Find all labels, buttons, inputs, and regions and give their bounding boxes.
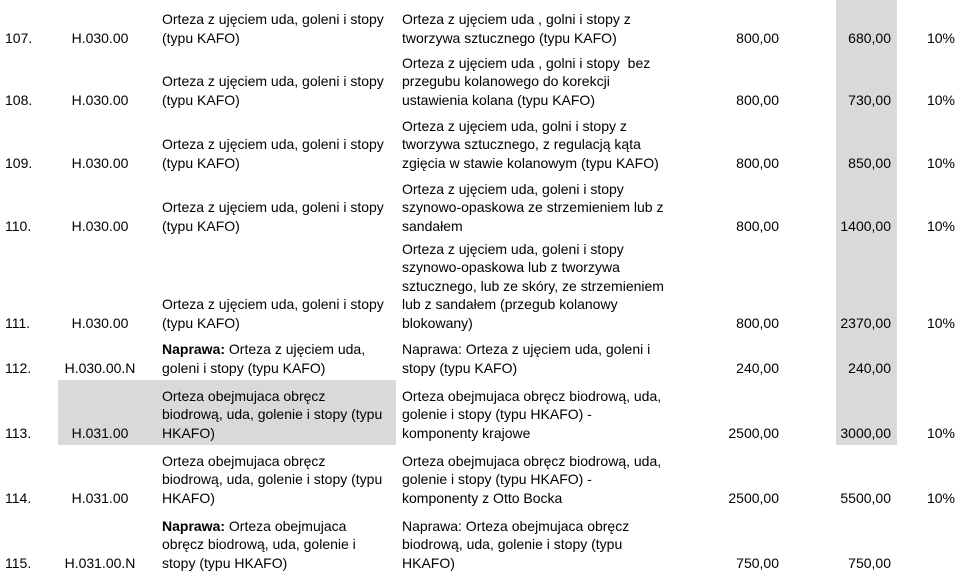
amount-b: 2370,00 bbox=[840, 314, 891, 331]
amount-a: 800,00 bbox=[736, 29, 779, 46]
product-code: H.030.00 bbox=[71, 217, 129, 234]
group-cell bbox=[142, 380, 396, 445]
table-row bbox=[0, 175, 960, 238]
description-line: komponenty z Otto Bocka bbox=[402, 489, 563, 506]
amount-b: 1400,00 bbox=[840, 217, 891, 234]
amount-a-cell bbox=[715, 50, 785, 112]
amount-b-cell bbox=[836, 0, 897, 50]
description-line: sandałem bbox=[402, 217, 463, 234]
group-cell bbox=[142, 510, 396, 575]
description-line: golenie i stopy (typu HKAFO) - bbox=[402, 471, 592, 487]
percent: 10% bbox=[926, 424, 955, 441]
amount-b: 730,00 bbox=[848, 91, 891, 108]
group-line: HKAFO) bbox=[162, 489, 215, 506]
row-number-cell bbox=[0, 50, 58, 112]
description-cell bbox=[396, 0, 715, 50]
table-row bbox=[0, 112, 960, 175]
description-line: Orteza z ujęciem uda, goleni i stopy bbox=[402, 240, 624, 257]
amount-a: 750,00 bbox=[736, 554, 779, 571]
amount-b-cell bbox=[836, 175, 897, 238]
row-number-cell bbox=[0, 445, 58, 510]
group-line: HKAFO) bbox=[162, 424, 215, 441]
product-code: H.031.00 bbox=[71, 424, 129, 441]
row-number-cell bbox=[0, 380, 58, 445]
percent-cell bbox=[897, 112, 960, 175]
group-cell bbox=[142, 0, 396, 50]
amount-a: 2500,00 bbox=[728, 424, 779, 441]
group-line: stopy (typu HKAFO) bbox=[162, 554, 288, 571]
description-line: Naprawa: Orteza obejmujaca obręcz bbox=[402, 517, 630, 534]
amount-b: 850,00 bbox=[848, 154, 891, 171]
group-line: Orteza obejmujaca obręcz bbox=[162, 452, 326, 469]
table-row bbox=[0, 510, 960, 575]
description-line: lub z sandałem (przegub kolanowy bbox=[402, 296, 618, 312]
percent: 10% bbox=[926, 217, 955, 234]
group-cell bbox=[142, 50, 396, 112]
amount-a-cell bbox=[715, 380, 785, 445]
group-line: biodrową, uda, golenie i stopy (typu bbox=[162, 471, 383, 487]
description-cell bbox=[396, 175, 715, 238]
description-line: blokowany) bbox=[402, 314, 473, 331]
amount-a-cell bbox=[715, 238, 785, 335]
product-code: H.031.00 bbox=[71, 489, 129, 506]
group-cell bbox=[142, 112, 396, 175]
amount-b-cell bbox=[836, 335, 897, 380]
group-line: (typu KAFO) bbox=[162, 91, 240, 108]
code-cell bbox=[58, 510, 142, 575]
description-line: komponenty krajowe bbox=[402, 424, 531, 441]
group-line: biodrową, uda, golenie i stopy (typu bbox=[162, 406, 383, 422]
group-line bbox=[162, 340, 396, 359]
percent-cell bbox=[897, 175, 960, 238]
row-number: 107. bbox=[5, 29, 33, 46]
percent-cell bbox=[897, 50, 960, 112]
description-cell bbox=[396, 380, 715, 445]
table-row bbox=[0, 0, 960, 50]
group-line bbox=[162, 517, 396, 536]
description-line: golenie i stopy (typu HKAFO) - bbox=[402, 406, 592, 422]
amount-a: 800,00 bbox=[736, 314, 779, 331]
percent-cell bbox=[897, 0, 960, 50]
amount-b-cell bbox=[836, 380, 897, 445]
amount-b-cell bbox=[836, 510, 897, 575]
description-cell bbox=[396, 50, 715, 112]
group-cell bbox=[142, 175, 396, 238]
amount-a-cell bbox=[715, 175, 785, 238]
description-line: Naprawa: Orteza z ujęciem uda, goleni i bbox=[402, 341, 651, 357]
group-line: (typu KAFO) bbox=[162, 154, 240, 171]
group-line: Orteza z ujęciem uda, goleni i stopy bbox=[162, 11, 384, 27]
amount-a-cell bbox=[715, 510, 785, 575]
row-number: 111. bbox=[5, 314, 31, 331]
row-number: 112. bbox=[5, 359, 32, 376]
amount-a-cell bbox=[715, 335, 785, 380]
group-line: (typu KAFO) bbox=[162, 29, 240, 46]
description-line: Orteza z ujęciem uda , golni i stopy z bbox=[402, 11, 631, 27]
code-cell bbox=[58, 50, 142, 112]
code-cell bbox=[58, 380, 142, 445]
product-code: H.030.00 bbox=[71, 91, 129, 108]
amount-a: 800,00 bbox=[736, 91, 779, 108]
amount-b-cell bbox=[836, 445, 897, 510]
row-number-cell bbox=[0, 335, 58, 380]
description-line: Orteza z ujęciem uda, golni i stopy z bbox=[402, 117, 627, 134]
amount-b: 240,00 bbox=[848, 359, 891, 376]
product-code: H.030.00.N bbox=[64, 359, 136, 376]
amount-a: 800,00 bbox=[736, 217, 779, 234]
amount-a: 2500,00 bbox=[728, 489, 779, 506]
group-line: (typu KAFO) bbox=[162, 217, 240, 234]
description-line: stopy (typu KAFO) bbox=[402, 359, 518, 376]
code-cell bbox=[58, 335, 142, 380]
description-line: sztucznego, lub ze skóry, ze strzemieniem bbox=[402, 277, 664, 294]
description-cell bbox=[396, 112, 715, 175]
group-line: Orteza z ujęciem uda, goleni i stopy bbox=[162, 199, 384, 215]
group-line: Orteza obejmujaca obręcz bbox=[162, 387, 326, 404]
amount-a: 240,00 bbox=[736, 359, 779, 376]
code-cell bbox=[58, 112, 142, 175]
product-code: H.030.00 bbox=[71, 29, 129, 46]
group-line: Orteza z ujęciem uda, goleni i stopy bbox=[162, 296, 384, 312]
row-number-cell bbox=[0, 238, 58, 335]
code-cell bbox=[58, 445, 142, 510]
repair-label: Naprawa: bbox=[162, 517, 226, 534]
group-line: obręcz biodrową, uda, golenie i bbox=[162, 536, 356, 552]
description-line: szynowo-opaskowa lub z tworzywa bbox=[402, 259, 620, 275]
description-line: szynowo-opaskowa ze strzemieniem lub z bbox=[402, 199, 664, 215]
percent: 10% bbox=[926, 489, 955, 506]
group-cell bbox=[142, 335, 396, 380]
table-row bbox=[0, 238, 960, 335]
group-line: (typu KAFO) bbox=[162, 314, 240, 331]
product-code: H.030.00 bbox=[71, 154, 129, 171]
description-line: HKAFO) bbox=[402, 554, 455, 571]
table-row bbox=[0, 335, 960, 380]
amount-b: 680,00 bbox=[848, 29, 891, 46]
row-number: 113. bbox=[5, 424, 32, 441]
row-number: 109. bbox=[5, 154, 33, 171]
percent-cell bbox=[897, 445, 960, 510]
percent: 10% bbox=[926, 154, 955, 171]
description-line: ustawienia kolana (typu KAFO) bbox=[402, 91, 595, 108]
description-line: Orteza z ujęciem uda, goleni i stopy bbox=[402, 180, 624, 197]
description-cell bbox=[396, 510, 715, 575]
group-line: goleni i stopy (typu KAFO) bbox=[162, 359, 326, 376]
amount-a-cell bbox=[715, 0, 785, 50]
description-line: Orteza z ujęciem uda , golni i stopy bez bbox=[402, 54, 651, 71]
amount-b-cell bbox=[836, 50, 897, 112]
group-cell bbox=[142, 238, 396, 335]
table-row bbox=[0, 50, 960, 112]
amount-b: 750,00 bbox=[848, 554, 891, 571]
percent: 10% bbox=[926, 314, 955, 331]
group-line: Orteza z ujęciem uda, goleni i stopy bbox=[162, 136, 384, 152]
amount-b-cell bbox=[836, 238, 897, 335]
product-code: H.030.00 bbox=[71, 314, 129, 331]
row-number: 114. bbox=[5, 489, 32, 506]
amount-a-cell bbox=[715, 112, 785, 175]
group-line: Orteza z ujęciem uda, goleni i stopy bbox=[162, 73, 384, 89]
percent-cell bbox=[897, 238, 960, 335]
amount-b: 3000,00 bbox=[840, 424, 891, 441]
code-cell bbox=[58, 238, 142, 335]
description-line: zgięcia w stawie kolanowym (typu KAFO) bbox=[402, 154, 659, 171]
description-cell bbox=[396, 238, 715, 335]
row-number-cell bbox=[0, 112, 58, 175]
percent: 10% bbox=[926, 91, 955, 108]
row-number-cell bbox=[0, 510, 58, 575]
repair-label: Naprawa: bbox=[162, 341, 226, 357]
group-line-text: Orteza obejmujaca bbox=[228, 517, 347, 534]
group-cell bbox=[142, 445, 396, 510]
row-number-cell bbox=[0, 0, 58, 50]
percent: 10% bbox=[926, 29, 955, 46]
table-row bbox=[0, 445, 960, 510]
row-number: 115. bbox=[5, 554, 32, 571]
amount-a-cell bbox=[715, 445, 785, 510]
product-code: H.031.00.N bbox=[64, 554, 136, 571]
amount-a: 800,00 bbox=[736, 154, 779, 171]
code-cell bbox=[58, 175, 142, 238]
percent-cell bbox=[897, 380, 960, 445]
group-line-text: Orteza z ujęciem uda, bbox=[228, 341, 366, 357]
row-number: 108. bbox=[5, 91, 33, 108]
description-line: Orteza obejmujaca obręcz biodrową, uda, bbox=[402, 387, 662, 404]
description-line: tworzywa sztucznego, z regulacją kąta bbox=[402, 136, 641, 152]
code-cell bbox=[58, 0, 142, 50]
amount-b: 5500,00 bbox=[840, 489, 891, 506]
description-line: biodrową, uda, golenie i stopy (typu bbox=[402, 536, 623, 552]
description-line: Orteza obejmujaca obręcz biodrową, uda, bbox=[402, 452, 662, 469]
row-number: 110. bbox=[5, 217, 32, 234]
amount-b-cell bbox=[836, 112, 897, 175]
description-line: przegubu kolanowego do korekcji bbox=[402, 73, 610, 89]
description-cell bbox=[396, 445, 715, 510]
description-cell bbox=[396, 335, 715, 380]
description-line: tworzywa sztucznego (typu KAFO) bbox=[402, 29, 617, 46]
table-row bbox=[0, 380, 960, 445]
row-number-cell bbox=[0, 175, 58, 238]
